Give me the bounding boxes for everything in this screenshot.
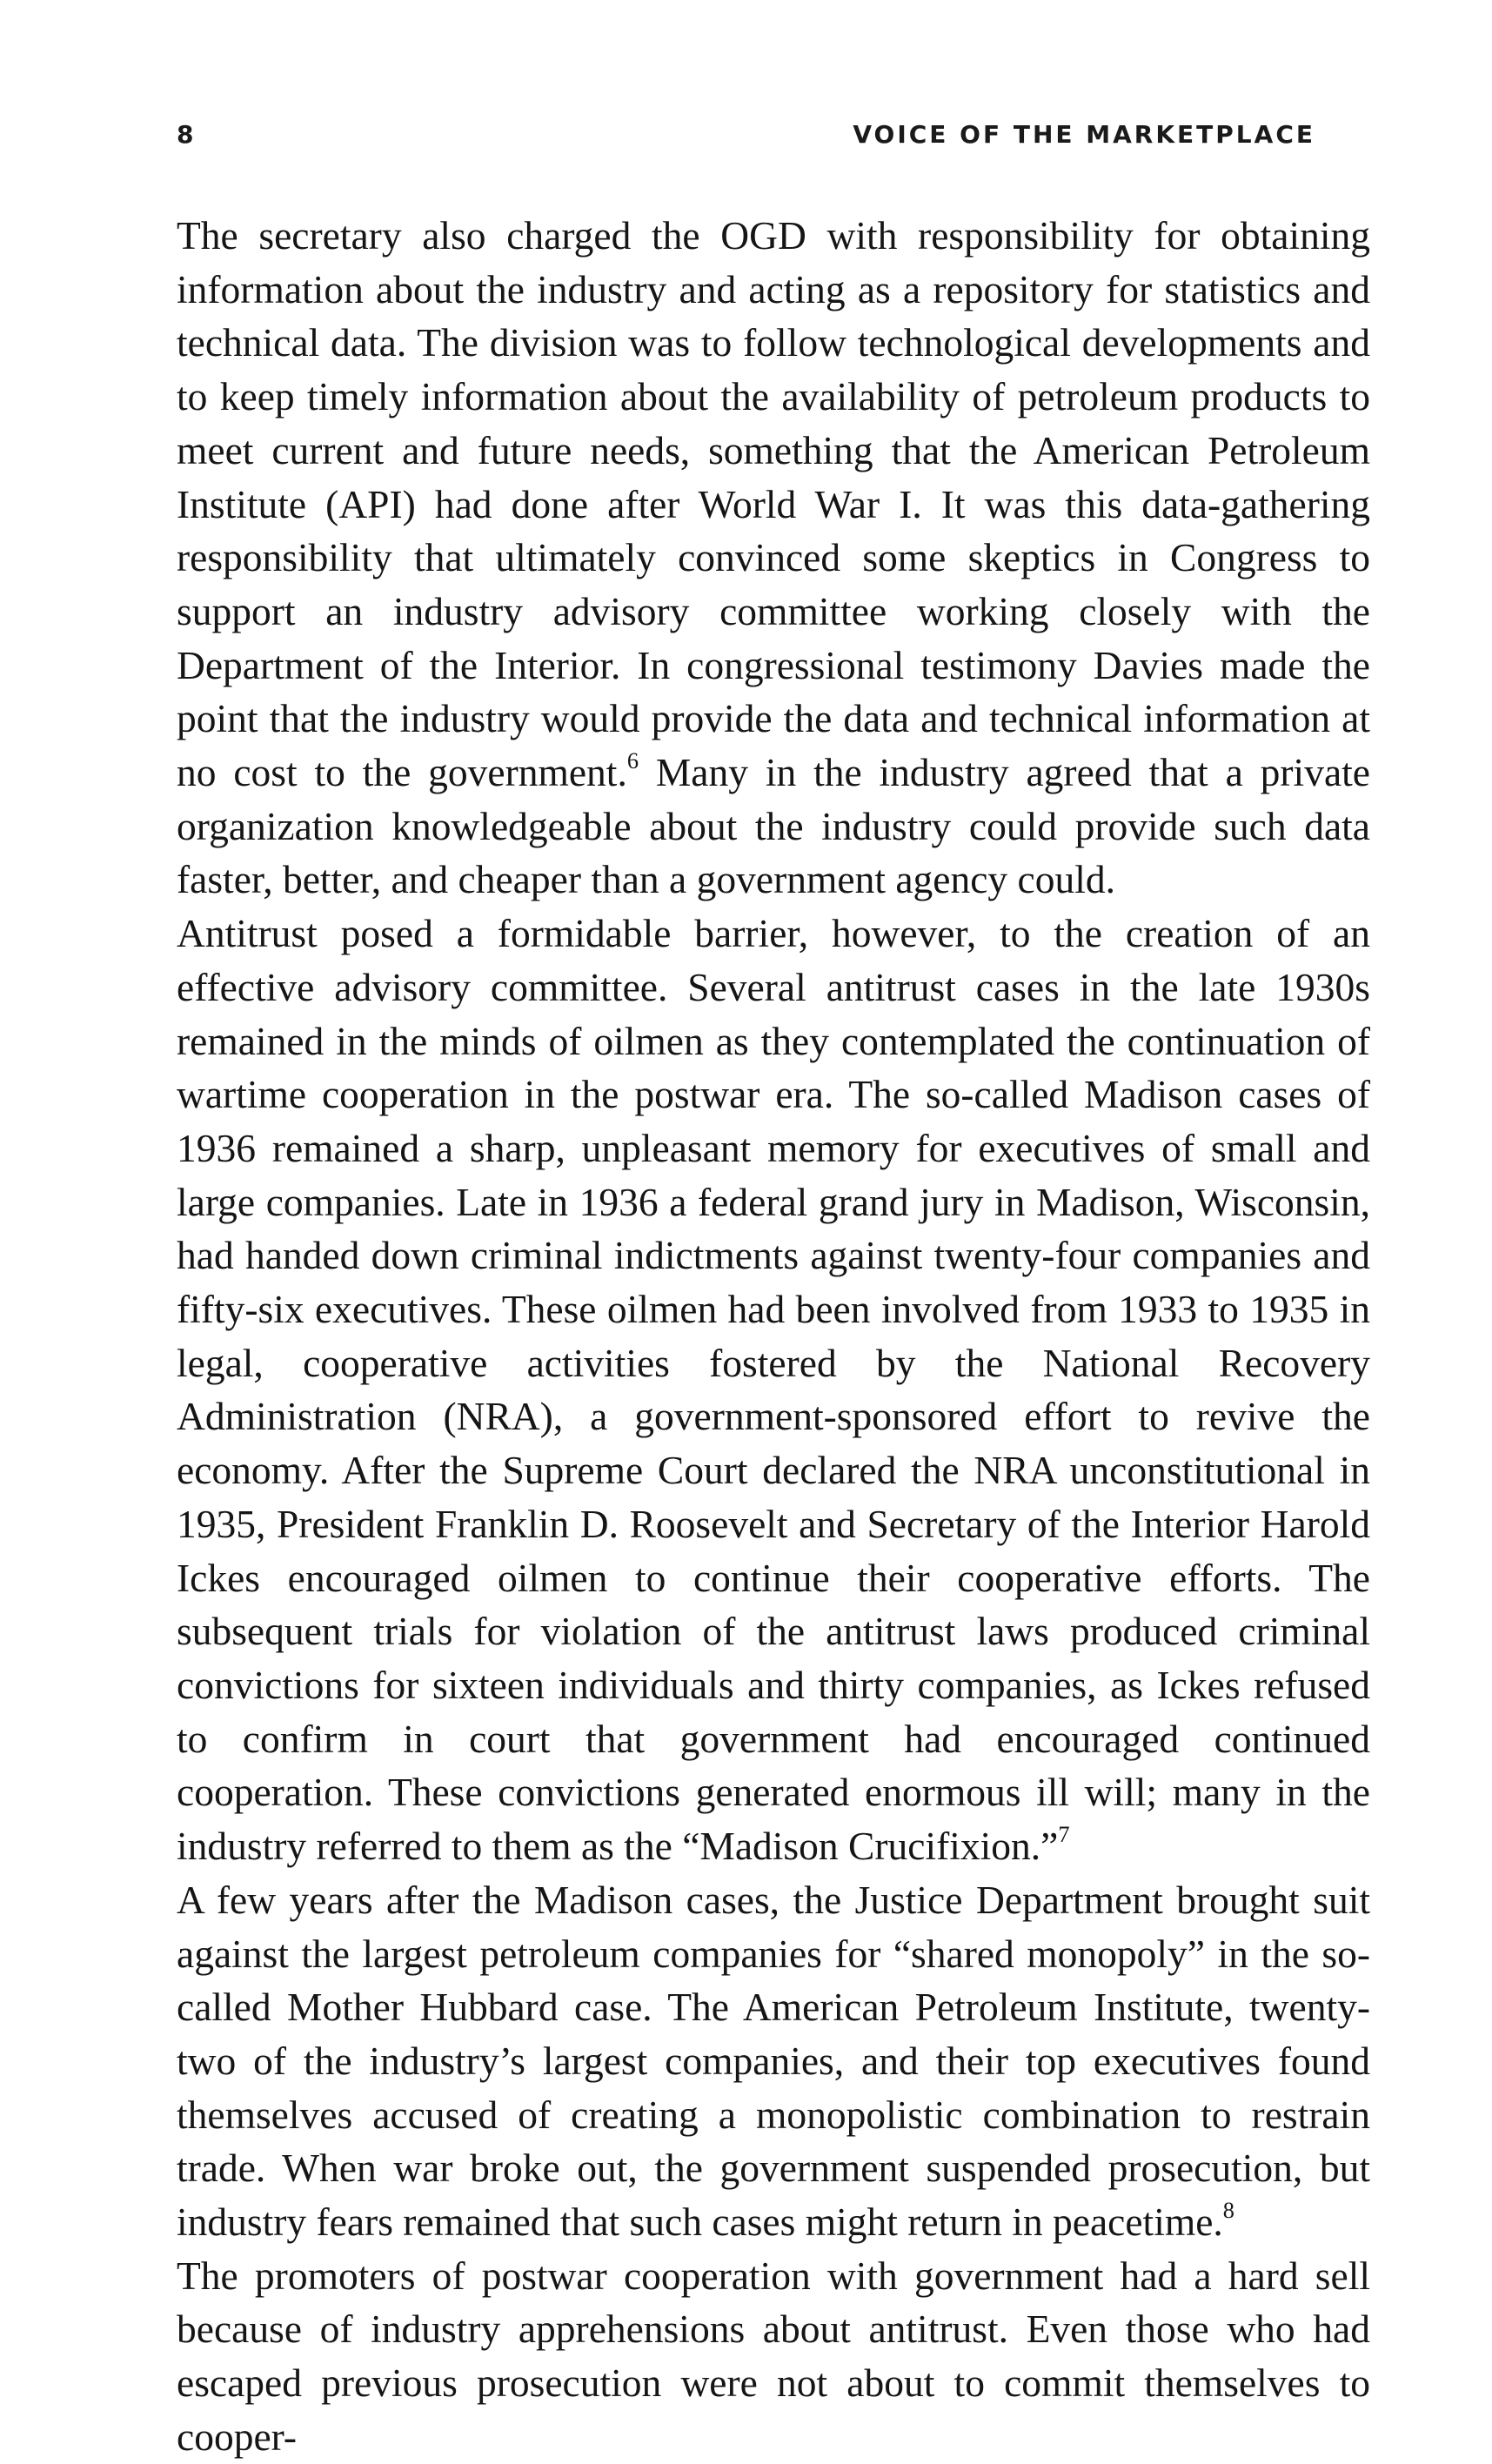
running-title: VOICE OF THE MARKETPLACE	[853, 120, 1315, 149]
page-number: 8	[177, 120, 197, 149]
paragraph-text: The secretary also charged the OGD with responsibility for obtaining information about the industry and acting as a repository for statistics and technical data. The division was to follow technological developments and to keep timely information about the availability of petroleum products to meet current and future needs, something that the American Petroleum Institute (API) had done after World War I. It was this data-gathering responsibility that ultimately convinced some skeptics in Congress to support an industry advisory committee working closely with the Department of the Interior. In congressional testimony Davies made the point that the industry would provide the data and technical information at no cost to the government.	[177, 213, 1370, 795]
footnote-ref: 6	[626, 747, 639, 774]
body-text	[177, 209, 1370, 2464]
paragraph-text: The promoters of postwar cooperation with government had a hard sell because of industry apprehensions about antitrust. Even those who had escaped previous prosecution were not about to commit themselves to cooper-	[177, 2253, 1370, 2459]
paragraph-antitrust	[177, 907, 1370, 1873]
footnote-ref: 8	[1222, 2197, 1234, 2224]
paragraph-postwar-cooperation	[177, 2249, 1370, 2464]
running-head	[177, 120, 1315, 158]
paragraph-text: A few years after the Madison cases, the Justice Department brought suit against the largest petroleum companies for “shared monopoly” in the so-called Mother Hubbard case. The American Petroleum Institute, twenty-two of the industry’s largest companies, and their top executives found themselves accused of creating a monopolistic combination to restrain trade. When war broke out, the government suspended prosecution, but industry fears remained that such cases might return in peacetime.	[177, 1877, 1370, 2245]
paragraph-ogd-data	[177, 209, 1370, 907]
footnote-ref: 7	[1058, 1821, 1070, 1848]
paragraph-text-continued: Many in the industry agreed that a private organization knowledgeable about the industry could provide such data faster, better, and cheaper than a government agency could.	[177, 750, 1370, 902]
paragraph-mother-hubbard	[177, 1873, 1370, 2249]
paragraph-text: Antitrust posed a formidable barrier, however, to the creation of an effective advisory committee. Several antitrust cases in the late 1930s remained in the minds of oilmen as they contemplated the continuation of wartime cooperation in the postwar era. The so-called Madison cases of 1936 remained a sharp, unpleasant memory for executives of small and large companies. Late in 1936 a federal grand jury in Madison, Wisconsin, had handed down criminal indictments against twenty-four companies and fifty-six executives. These oilmen had been involved from 1933 to 1935 in legal, cooperative activities fostered by the National Recovery Administration (NRA), a government-sponsored effort to revive the economy. After the Supreme Court declared the NRA unconstitutional in 1935, President Franklin D. Roosevelt and Secretary of the Interior Harold Ickes encouraged oilmen to continue their cooperative efforts. The subsequent trials for violation of the antitrust laws produced criminal convictions for sixteen individuals and thirty companies, as Ickes refused to confirm in court that government had encouraged continued cooperation. These convictions generated enormous ill will; many in the industry referred to them as the “Madison Crucifixion.”	[177, 911, 1370, 1869]
